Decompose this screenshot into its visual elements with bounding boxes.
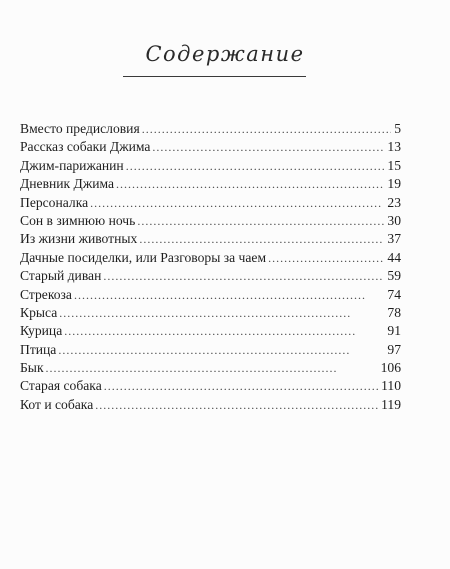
toc-entry[interactable] <box>20 212 401 230</box>
toc-entry-page: 5 <box>394 121 401 136</box>
toc-entry-page: 78 <box>387 304 401 320</box>
toc-dot-leader <box>58 341 384 359</box>
toc-entry[interactable] <box>20 359 401 377</box>
toc-entry-page: 15 <box>387 157 401 173</box>
toc-entry[interactable] <box>20 157 401 175</box>
toc-entry-title: Джим-парижанин <box>20 157 124 173</box>
toc-entry-title: Старая собака <box>20 378 102 394</box>
toc-entry[interactable] <box>20 341 401 359</box>
toc-entry[interactable] <box>20 322 401 340</box>
toc-dot-leader <box>142 120 391 138</box>
toc-entry-page: 13 <box>387 139 401 155</box>
toc-entry-page: 23 <box>387 194 401 210</box>
toc-dot-leader <box>268 249 384 267</box>
toc-dot-leader <box>126 157 385 175</box>
toc-dot-leader <box>103 267 384 285</box>
toc-entry[interactable] <box>20 396 401 414</box>
toc-entry[interactable] <box>20 230 401 248</box>
toc-entry-page: 97 <box>387 341 401 357</box>
toc-entry[interactable] <box>20 286 401 304</box>
toc-entry[interactable] <box>20 304 401 322</box>
toc-entry-title: Персоналка <box>20 194 89 210</box>
toc-entry-title: Птица <box>20 341 57 357</box>
toc-dot-leader <box>90 194 384 212</box>
toc-entry[interactable] <box>20 120 401 138</box>
toc-entry-title: Курица <box>20 323 63 339</box>
toc-entry-page: 74 <box>387 286 401 302</box>
toc-entry-title: Вместо предисловия <box>20 121 140 136</box>
toc-entry[interactable] <box>20 175 401 193</box>
toc-entry-title: Старый диван <box>20 268 102 284</box>
page-title: Содержание <box>145 42 305 66</box>
toc-entry-page: 30 <box>387 212 401 228</box>
toc-entry-page: 110 <box>381 378 401 394</box>
toc-entry-page: 19 <box>387 176 401 192</box>
toc-dot-leader <box>74 286 384 304</box>
toc-entry-page: 44 <box>387 249 401 265</box>
toc-entry-title: Сон в зимнюю ночь <box>20 212 136 228</box>
toc-dot-leader <box>137 212 384 230</box>
toc-dot-leader <box>46 359 378 377</box>
toc-entry-page: 91 <box>387 323 401 339</box>
toc-dot-leader <box>139 230 384 248</box>
toc-entry-page: 59 <box>387 268 401 284</box>
toc-entry-page: 106 <box>380 360 401 376</box>
toc-entry[interactable] <box>20 249 401 267</box>
toc-entry[interactable] <box>20 138 401 156</box>
toc-entry-title: Крыса <box>20 304 58 320</box>
toc-entry-page: 119 <box>381 396 401 412</box>
toc-entry-title: Из жизни животных <box>20 231 138 247</box>
toc-entry-title: Дневник Джима <box>20 176 115 192</box>
toc-entry-title: Кот и собака <box>20 396 94 412</box>
title-underline <box>123 76 306 77</box>
toc-entry[interactable] <box>20 377 401 395</box>
toc-dot-leader <box>59 304 384 322</box>
toc-entry-title: Бык <box>20 360 44 376</box>
toc-entry-title: Дачные посиделки, или Разговоры за чаем <box>20 249 267 265</box>
toc-entry-title: Рассказ собаки Джима <box>20 139 151 155</box>
toc-dot-leader <box>64 322 384 340</box>
toc-entry-title: Стрекоза <box>20 286 72 302</box>
toc-dot-leader <box>95 396 378 414</box>
toc-dot-leader <box>104 377 378 395</box>
toc-entry[interactable] <box>20 267 401 285</box>
toc-dot-leader <box>152 138 384 156</box>
toc-entry[interactable] <box>20 194 401 212</box>
toc-entry-page: 37 <box>387 231 401 247</box>
table-of-contents <box>20 120 401 414</box>
toc-dot-leader <box>116 175 384 193</box>
